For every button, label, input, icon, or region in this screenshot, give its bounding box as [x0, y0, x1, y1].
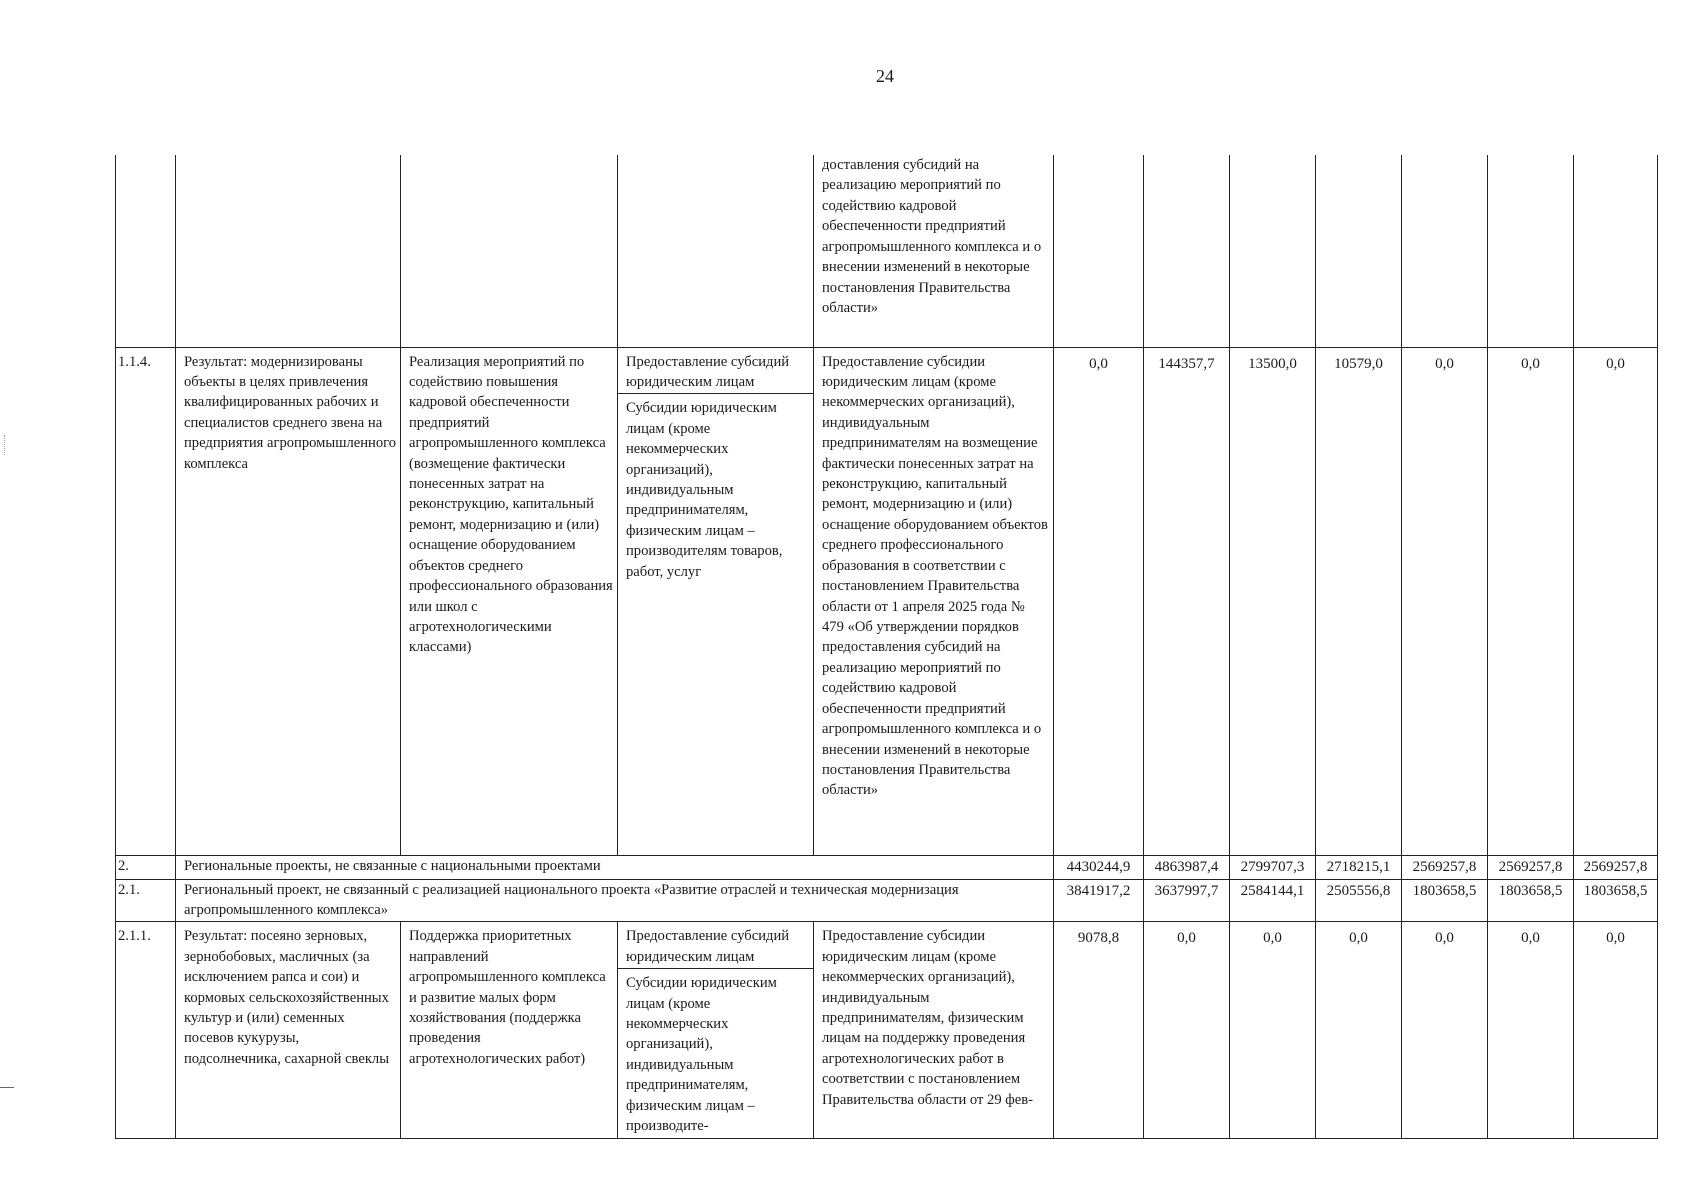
table-row: [116, 879, 1658, 922]
table-row: [116, 855, 1658, 879]
value-cell: 1803658,5: [1574, 879, 1658, 922]
value-cell: [1230, 155, 1316, 347]
value-cell: 13500,0: [1230, 347, 1316, 855]
value-cell: 0,0: [1316, 922, 1402, 1138]
code-cell: 1.1.4.: [116, 347, 176, 855]
value-cell: [1144, 155, 1230, 347]
code-cell: 2.: [116, 855, 176, 879]
section-title: Региональные проекты, не связанные с национальными проектами: [176, 855, 1054, 879]
table-row: [116, 347, 1658, 855]
result-cell: Результат: модернизированы объекты в целях привлечения квалифицированных рабочих и специалистов среднего звена на предприятия агропромышленного комплекса: [176, 347, 401, 855]
result-cell: Результат: посеяно зерновых, зернобобовых, масличных (за исключением рапса и сои) и кормовых сельскохозяйственных культур и (или) семенных посевов кукурузы, подсолнечника, сахарной свеклы: [176, 922, 401, 1138]
value-cell: 0,0: [1402, 347, 1488, 855]
value-cell: 2569257,8: [1402, 855, 1488, 879]
value-cell: [1574, 155, 1658, 347]
value-cell: [1054, 155, 1144, 347]
value-cell: 0,0: [1574, 922, 1658, 1138]
measures-table: [115, 155, 1658, 1139]
value-cell: 4430244,9: [1054, 855, 1144, 879]
value-cell: 10579,0: [1316, 347, 1402, 855]
value-cell: 2799707,3: [1230, 855, 1316, 879]
value-cell: 2584144,1: [1230, 879, 1316, 922]
value-cell: 0,0: [1488, 347, 1574, 855]
value-cell: 1803658,5: [1488, 879, 1574, 922]
value-cell: 0,0: [1402, 922, 1488, 1138]
result-cell: [176, 155, 401, 347]
method-primary: Предоставление субсидий юридическим лицам: [626, 353, 790, 390]
value-cell: 1803658,5: [1402, 879, 1488, 922]
value-cell: 0,0: [1574, 347, 1658, 855]
code-cell: 2.1.1.: [116, 922, 176, 1138]
basis-cell: доставления субсидий на реализацию мероприятий по содействию кадровой обеспеченности предприятий агропромышленного комплекса и о внесении изменений в некоторые постановления Правительства области»: [814, 155, 1054, 347]
method-secondary: Субсидии юридическим лицам (кроме некоммерческих организаций), индивидуальным предпринимателям, физическим лицам – производите-: [618, 968, 813, 1137]
basis-cell: Предоставление субсидии юридическим лицам (кроме некоммерческих организаций), индивидуальным предпринимателям на возмещение фактически понесенных затрат на реконструкцию, капитальный ремонт, модернизацию и (или) оснащение оборудованием объектов среднего профессионального образования в соответствии с постановлением Правительства области от 1 апреля 2025 года № 479 «Об утверждении порядков предоставления субсидий на реализацию мероприятий по содействию кадровой обеспеченности предприятий агропромышленного комплекса и о внесении изменений в некоторые постановления Правительства области»: [814, 347, 1054, 855]
method-cell: [618, 347, 814, 855]
table-row: [116, 155, 1658, 347]
value-cell: 0,0: [1230, 922, 1316, 1138]
code-cell: [116, 155, 176, 347]
value-cell: 0,0: [1488, 922, 1574, 1138]
value-cell: 4863987,4: [1144, 855, 1230, 879]
measure-cell: [401, 155, 618, 347]
value-cell: 2505556,8: [1316, 879, 1402, 922]
value-cell: 2569257,8: [1488, 855, 1574, 879]
method-cell: [618, 155, 814, 347]
code-cell: 2.1.: [116, 879, 176, 922]
value-cell: 144357,7: [1144, 347, 1230, 855]
method-primary: Предоставление субсидий юридическим лицам: [626, 928, 790, 965]
page-number: 24: [876, 66, 894, 86]
measure-cell: Поддержка приоритетных направлений агропромышленного комплекса и развитие малых форм хозяйствования (поддержка проведения агротехнологических работ): [401, 922, 618, 1138]
measure-cell: Реализация мероприятий по содействию повышения кадровой обеспеченности предприятий агропромышленного комплекса (возмещение фактически понесенных затрат на реконструкцию, капитальный ремонт, модернизацию и (или) оснащение оборудованием объектов среднего профессионального образования или школ с агротехнологическими классами): [401, 347, 618, 855]
value-cell: 2569257,8: [1574, 855, 1658, 879]
section-title: Региональный проект, не связанный с реализацией национального проекта «Развитие отраслей и техническая модернизация агропромышленного комплекса»: [176, 879, 1054, 922]
value-cell: [1402, 155, 1488, 347]
value-cell: 9078,8: [1054, 922, 1144, 1138]
basis-cell: Предоставление субсидии юридическим лицам (кроме некоммерческих организаций), индивидуальным предпринимателям, физическим лицам на поддержку проведения агротехнологических работ в соответствии с постановлением Правительства области от 29 фев-: [814, 922, 1054, 1138]
value-cell: 0,0: [1054, 347, 1144, 855]
value-cell: [1316, 155, 1402, 347]
method-secondary: Субсидии юридическим лицам (кроме некоммерческих организаций), индивидуальным предпринимателям, физическим лицам – производителям товаров, работ, услуг: [618, 393, 813, 583]
value-cell: 2718215,1: [1316, 855, 1402, 879]
scan-margin-dots: [4, 435, 7, 455]
value-cell: 0,0: [1144, 922, 1230, 1138]
table-row: [116, 922, 1658, 1138]
value-cell: 3841917,2: [1054, 879, 1144, 922]
value-cell: 3637997,7: [1144, 879, 1230, 922]
value-cell: [1488, 155, 1574, 347]
method-cell: [618, 922, 814, 1138]
scan-margin-mark: [0, 1087, 14, 1088]
